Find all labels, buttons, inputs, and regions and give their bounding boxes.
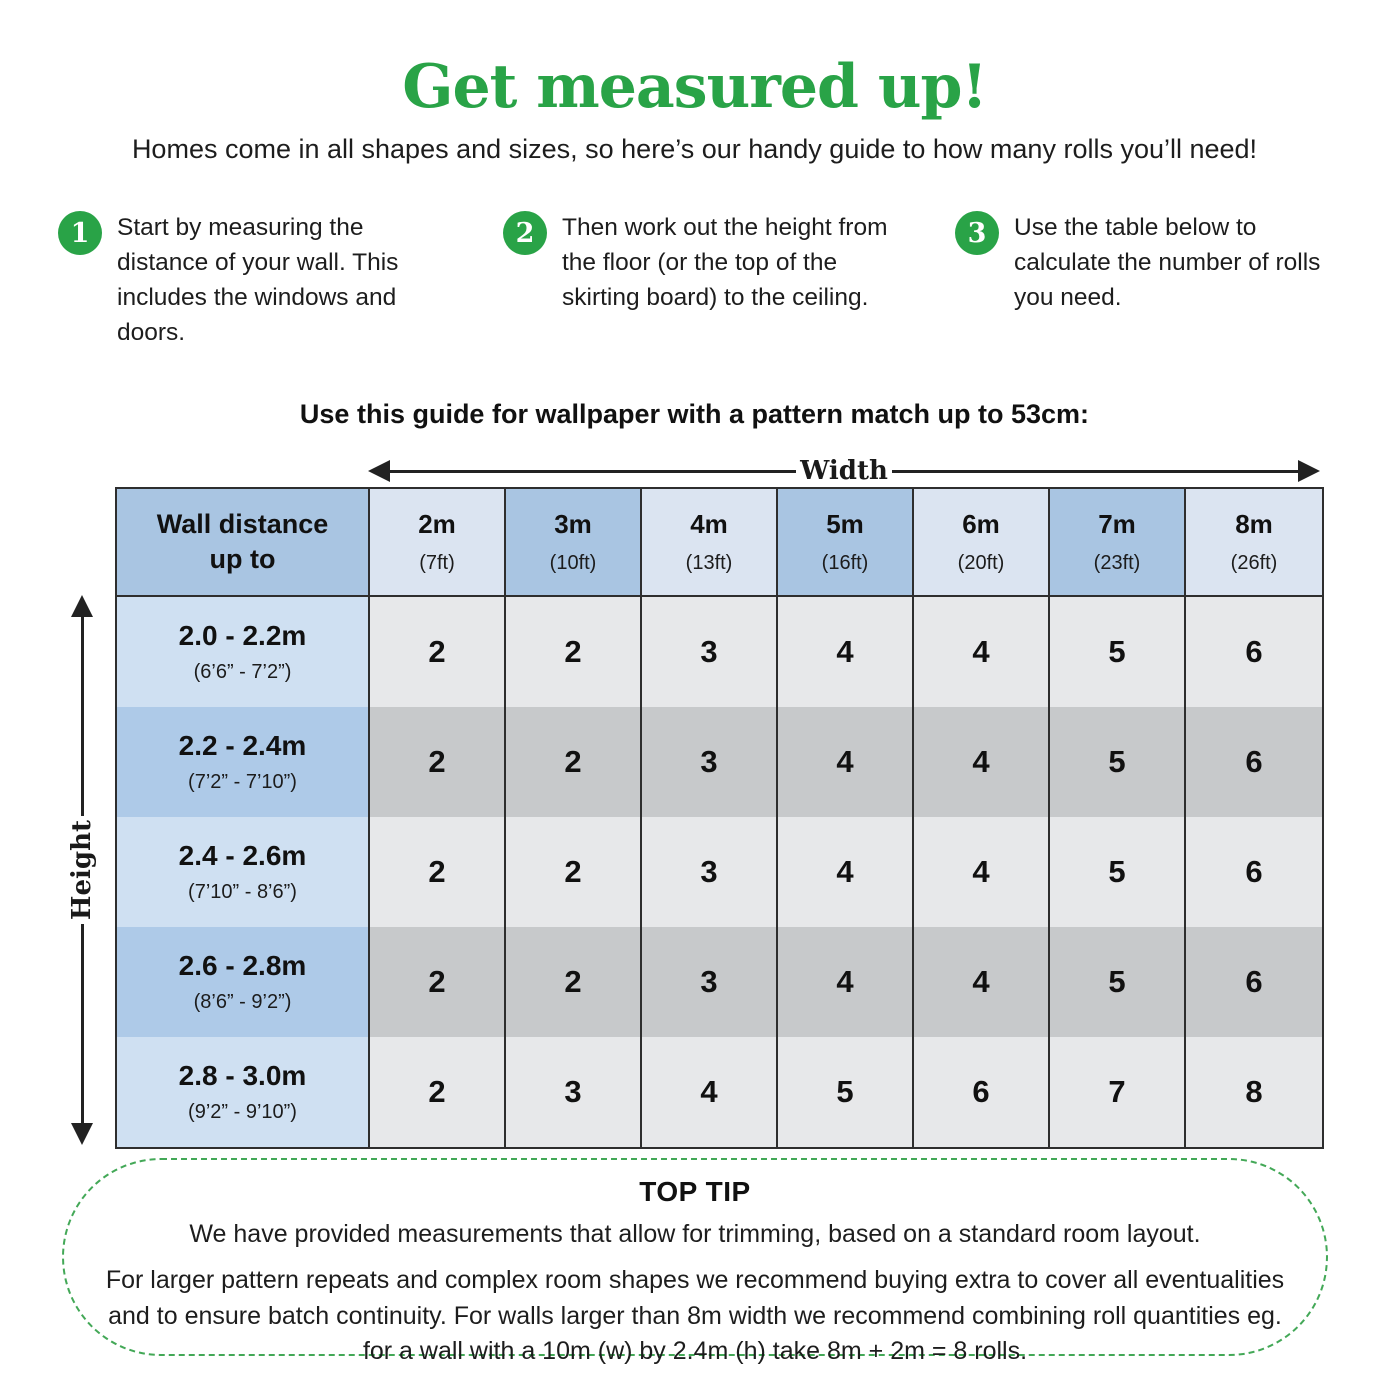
arrow-right-icon	[1298, 460, 1320, 482]
row-2-range: 2.2 - 2.4m	[178, 730, 307, 761]
column-header-2m-metric: 2m	[418, 509, 456, 539]
height-axis-arrow	[62, 595, 102, 1145]
table-cell: 4	[642, 1037, 778, 1147]
column-header-8m-imperial: (26ft)	[1230, 552, 1278, 574]
table-cell: 5	[778, 1037, 914, 1147]
arrow-down-icon	[71, 1123, 93, 1145]
step-2	[503, 210, 911, 315]
table-cell: 3	[642, 707, 778, 817]
table-cell: 4	[778, 597, 914, 707]
step-3-text: Use the table below to calculate the number of rolls you need.	[1014, 214, 1321, 312]
column-header-4m-imperial: (13ft)	[685, 552, 733, 574]
table-cell: 3	[506, 1037, 642, 1147]
top-tip-line1: We have provided measurements that allow for trimming, based on a standard room layout.	[189, 1220, 1201, 1248]
step-3-number: 3	[967, 217, 987, 249]
table-cell: 2	[506, 817, 642, 927]
table-cell: 5	[1050, 817, 1186, 927]
column-header-7m-metric: 7m	[1098, 509, 1136, 539]
top-tip-title: TOP TIP	[639, 1176, 751, 1207]
height-arrow-line-top	[81, 617, 84, 816]
row-label-2	[117, 707, 370, 817]
table-cell: 4	[914, 817, 1050, 927]
table-cell: 5	[1050, 927, 1186, 1037]
row-label-1	[117, 597, 370, 707]
column-header-4m-metric: 4m	[690, 509, 728, 539]
row-3-range: 2.4 - 2.6m	[178, 840, 307, 871]
height-arrow-line-bottom	[81, 924, 84, 1123]
arrow-left-icon	[368, 460, 390, 482]
step-1-text: Start by measuring the distance of your wall. This includes the windows and doors.	[117, 214, 399, 347]
table-cell: 5	[1050, 707, 1186, 817]
step-1-number-badge	[58, 211, 102, 255]
column-header-7m	[1050, 489, 1186, 597]
column-header-4m	[642, 489, 778, 597]
step-2-text: Then work out the height from the floor (or the top of the skirting board) to the ceiling.	[562, 214, 888, 312]
column-header-8m	[1186, 489, 1322, 597]
step-3	[955, 210, 1327, 315]
table-cell: 3	[642, 927, 778, 1037]
table-cell: 2	[506, 927, 642, 1037]
width-axis-label: Width	[800, 456, 888, 486]
width-axis-arrow	[368, 458, 1320, 484]
column-header-6m-metric: 6m	[962, 509, 1000, 539]
column-header-3m-imperial: (10ft)	[549, 552, 597, 574]
row-label-5	[117, 1037, 370, 1147]
table-cell: 6	[1186, 927, 1322, 1037]
height-axis-label: Height	[67, 819, 97, 921]
row-1-imperial: (6’6” - 7’2”)	[193, 661, 292, 683]
column-header-6m-imperial: (20ft)	[957, 552, 1005, 574]
table-cell: 5	[1050, 597, 1186, 707]
row-1-range: 2.0 - 2.2m	[178, 620, 307, 651]
column-header-3m-metric: 3m	[554, 509, 592, 539]
table-cell: 2	[370, 597, 506, 707]
rolls-table	[115, 487, 1324, 1149]
column-header-6m	[914, 489, 1050, 597]
table-heading: Use this guide for wallpaper with a pattern match up to 53cm:	[299, 399, 1090, 429]
table-cell: 2	[370, 1037, 506, 1147]
row-label-3	[117, 817, 370, 927]
corner-line1: Wall distance	[156, 508, 329, 539]
column-header-8m-metric: 8m	[1235, 509, 1273, 539]
table-corner-header	[117, 489, 370, 597]
corner-line2: up to	[209, 544, 276, 574]
row-5-imperial: (9’2” - 9’10”)	[188, 1101, 297, 1123]
top-tip-box	[62, 1158, 1328, 1365]
row-2-imperial: (7’2” - 7’10”)	[188, 771, 297, 793]
table-cell: 4	[914, 597, 1050, 707]
table-cell: 4	[778, 927, 914, 1037]
table-cell: 4	[778, 817, 914, 927]
step-1-number: 1	[70, 217, 90, 249]
table-cell: 2	[370, 707, 506, 817]
page-subtitle: Homes come in all shapes and sizes, so here’s our handy guide to how many rolls you’ll need!	[131, 134, 1258, 164]
table-cell: 6	[914, 1037, 1050, 1147]
row-4-range: 2.6 - 2.8m	[178, 950, 307, 981]
step-2-number: 2	[515, 217, 535, 249]
table-cell: 6	[1186, 817, 1322, 927]
column-header-2m-imperial: (7ft)	[419, 552, 455, 574]
column-header-3m	[506, 489, 642, 597]
column-header-7m-imperial: (23ft)	[1093, 552, 1141, 574]
table-cell: 3	[642, 817, 778, 927]
row-label-4	[117, 927, 370, 1037]
row-4-imperial: (8’6” - 9’2”)	[193, 991, 292, 1013]
page-title: Get measured up!	[402, 52, 987, 122]
table-cell: 3	[642, 597, 778, 707]
column-header-5m-imperial: (16ft)	[821, 552, 869, 574]
table-cell: 6	[1186, 597, 1322, 707]
step-1	[58, 210, 446, 350]
arrow-up-icon	[71, 595, 93, 617]
column-header-5m-metric: 5m	[826, 509, 864, 539]
step-3-number-badge	[955, 211, 999, 255]
column-header-5m	[778, 489, 914, 597]
width-arrow-line-left	[390, 470, 796, 473]
step-2-number-badge	[503, 211, 547, 255]
table-cell: 8	[1186, 1037, 1322, 1147]
table-cell: 2	[370, 927, 506, 1037]
table-cell: 6	[1186, 707, 1322, 817]
row-3-imperial: (7’10” - 8’6”)	[188, 881, 297, 903]
table-cell: 4	[914, 707, 1050, 817]
table-cell: 2	[506, 707, 642, 817]
table-cell: 7	[1050, 1037, 1186, 1147]
table-cell: 4	[778, 707, 914, 817]
table-cell: 4	[914, 927, 1050, 1037]
top-tip-line2: For larger pattern repeats and complex room shapes we recommend buying extra to cover all eventualities and to ensure batch continuity. For walls larger than 8m width we recommend combining roll quantities eg. for a wall with a 10m (w) by 2.4m (h) take 8m + 2m = 8 rolls.	[105, 1266, 1285, 1365]
row-5-range: 2.8 - 3.0m	[178, 1060, 307, 1091]
table-cell: 2	[370, 817, 506, 927]
table-cell: 2	[506, 597, 642, 707]
column-header-2m	[370, 489, 506, 597]
width-arrow-line-right	[892, 470, 1298, 473]
